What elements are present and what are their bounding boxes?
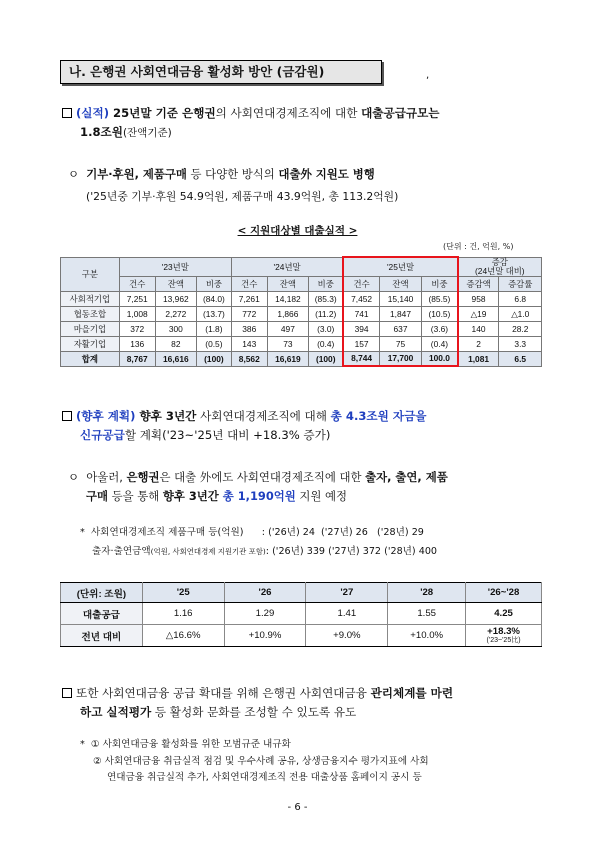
header-change: 증감 (24년말 대비) [458,257,542,276]
loan-performance-table: 구분 '23년말 '24년말 '25년말 증감 (24년말 대비) 건수 잔액 비중 건수 잔액 비중 건수 잔액 비중 증감액 증감률 사회적기업 7,251 13,962 (84.0) 7,261 14,182 (85.3) 7,452 15,140 (85.5) 958 6.8 협동조합 1,008 2,272 (13.7) 772 1,866 (11.2) 741 1,847 (10.5) △19 △1.0 마을기업 372 300 (1.8) 386 497 (3.0) 394 637 (3.6) 140 28.2 자활기업 136 82 (0.5) 143 73 (0.4) 157 75 (0.4) 2 3.3 합계 8,767 16,616 (100) 8,562 16,619 (100) 8,744 17,700 100.0 1,081 6.5 [60,256,542,367]
title-mark: , [426,70,430,81]
table-unit-note: (단위 : 건, 억원, %) [443,242,514,251]
paragraph-investment: ㅇ 아울러, 은행권은 대출 外에도 사회연대경제조직에 대한 출자, 출연, 제품 구매 등을 통해 향후 3년간 총 1,190억원 지원 예정 [68,470,448,503]
table-row: 대출공급 1.16 1.29 1.41 1.55 4.25 [61,603,542,625]
paragraph-future-plan: (향후 계획) 향후 3년간 사회연대경제조직에 대해 총 4.3조원 자금을 신규공급할 계획('23~'25년 대비 +18.3% 증가) [62,407,548,445]
support-detail: ('25년중 기부·후원 54.9억원, 제품구매 43.9억원, 총 113.2억원) [86,190,399,203]
table-row: 자활기업 136 82 (0.5) 143 73 (0.4) 157 75 (0.4) 2 3.3 [61,336,542,351]
supply-plan-table: (단위: 조원) '25 '26 '27 '28 '26~'28 대출공급 1.16 1.29 1.41 1.55 4.25 전년 대비 △16.6% +10.9% +9.0% +10.0% +18.3% ('23~'25比) [60,582,542,647]
bullet-icon: ㅇ [68,470,80,484]
checkbox-square-icon [62,411,72,421]
management-note-2-cont: 연대금융 취급실적 추가, 사회연대경제조직 전용 대출상품 홈페이지 공시 등 [107,772,422,783]
header-2023: '23년말 [119,257,231,276]
section-title: 나. 은행권 사회연대금융 활성화 방안 (금감원) [60,60,382,84]
header-2025: '25년말 [343,257,457,276]
investment-note-2: 출자·출연금액(억원, 사회연대경제 지원기관 포함): ('26년) 339 ('27년) 372 ('28년) 400 [92,546,438,557]
header-2024: '24년말 [231,257,343,276]
table-total-row: 합계 8,767 16,616 (100) 8,562 16,619 (100) 8,744 17,700 100.0 1,081 6.5 [61,351,542,366]
results-tag: (실적) [76,106,109,120]
paragraph-management: 또한 사회연대금융 공급 확대를 위해 은행권 사회연대금융 관리체계를 마련 하고 실적평가 등 활성화 문화를 조성할 수 있도록 유도 [62,684,548,722]
checkbox-square-icon [62,108,72,118]
investment-note-1: * 사회연대경제조직 제품구매 등(억원) : ('26년) 24 ('27년) 26 ('28년) 29 [80,527,424,538]
table-row: 마을기업 372 300 (1.8) 386 497 (3.0) 394 637 (3.6) 140 28.2 [61,321,542,336]
table-caption: < 지원대상별 대출실적 > [237,225,358,237]
management-note-1: * ① 사회연대금융 활성화를 위한 모범규준 내규화 [80,739,291,750]
checkbox-square-icon [62,688,72,698]
table-row: 전년 대비 △16.6% +10.9% +9.0% +10.0% +18.3% ('23~'25比) [61,625,542,647]
paragraph-results: (실적) 25년말 기준 은행권의 사회연대경제조직에 대한 대출공급규모는 1.8조원(잔액기준) [62,104,548,143]
table-row: 사회적기업 7,251 13,962 (84.0) 7,261 14,182 (85.3) 7,452 15,140 (85.5) 958 6.8 [61,291,542,306]
management-note-2: ② 사회연대금융 취급실적 점검 및 우수사례 공유, 상생금융지수 평가지표에 사회 [93,756,429,767]
col-group-header: 구분 [61,257,120,291]
bullet-icon: ㅇ [68,167,80,181]
paragraph-non-loan-support: ㅇ 기부·후원, 제품구매 등 다양한 방식의 대출外 지원도 병행 [68,167,375,181]
table-row: 협동조합 1,008 2,272 (13.7) 772 1,866 (11.2) 741 1,847 (10.5) △19 △1.0 [61,306,542,321]
page-number: - 6 - [287,802,308,813]
